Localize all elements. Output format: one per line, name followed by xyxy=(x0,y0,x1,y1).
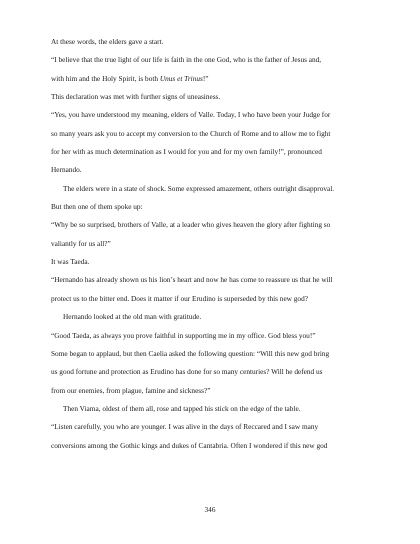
text-span: with him and the Holy Spirit, is both xyxy=(51,73,160,83)
text-line: The elders were in a state of shock. Some expressed amazement, others outright disapproval. xyxy=(63,183,335,193)
latin-phrase: Unus et Trinus xyxy=(159,73,203,83)
text-line: protect us to the bitter end. Does it matter if our Erudino is superseded by this new god? xyxy=(51,293,308,303)
text-line: for her with as much determination as I would for you and for my own family!”, pronounced xyxy=(51,147,322,157)
text-line: “Listen carefully, you who are younger. I was alive in the days of Reccared and I saw many xyxy=(51,422,319,432)
text-line: “I believe that the true light of our life is faith in the one God, who is the father of Jesus and, xyxy=(51,55,322,65)
text-line: Then Viama, oldest of them all, rose and tapped his stick on the edge of the table. xyxy=(63,403,301,413)
text-line xyxy=(51,75,373,82)
text-line: so many years ask you to accept my conversion to the Church of Rome and to allow me to fight xyxy=(51,128,331,138)
text-line: Hernando looked at the old man with gratitude. xyxy=(63,312,202,322)
body-text xyxy=(51,38,373,460)
text-line: from our enemies, from plague, famine and sickness?” xyxy=(51,385,211,395)
text-line: Some began to applaud, but then Caelia asked the following question: “Will this new god bring xyxy=(51,348,330,358)
text-line: valiantly for us all?” xyxy=(51,238,111,248)
text-line: But then one of them spoke up: xyxy=(51,202,143,212)
text-line: conversions among the Gothic kings and dukes of Cantabria. Often I wondered if this new god xyxy=(51,440,328,450)
text-line: At these words, the elders gave a start. xyxy=(51,37,164,46)
text-line: “Yes, you have understood my meaning, elders of Valle. Today, I who have been your Judge for xyxy=(51,110,331,120)
text-line: “Good Taeda, as always you prove faithful in supporting me in my office. God bless you!” xyxy=(51,330,316,340)
text-line: Hernando. xyxy=(51,165,82,175)
text-line: This declaration was met with further signs of uneasiness. xyxy=(51,92,221,102)
text-line: “Hernando has already shown us his lion’s heart and now he has come to reassure us that he will xyxy=(51,275,333,285)
text-line: us good fortune and protection as Erudino has done for so many centuries? Will he defend us xyxy=(51,367,323,377)
text-line: “Why be so surprised, brothers of Valle, at a leader who gives heaven the glory after fighting so xyxy=(51,220,331,230)
text-span: !” xyxy=(202,73,209,83)
text-line: It was Taeda. xyxy=(51,257,90,267)
page-number: 346 xyxy=(204,505,216,514)
